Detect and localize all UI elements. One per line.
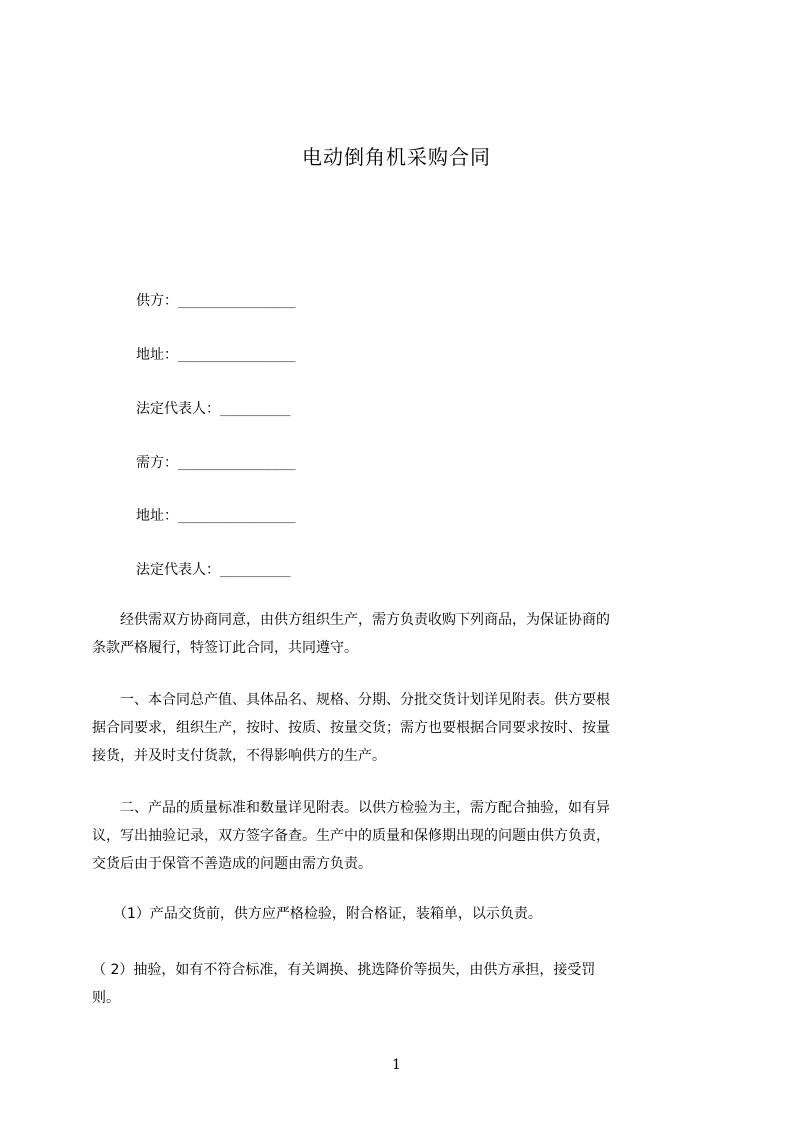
paragraph-line: 交货后由于保管不善造成的问题由需方负责。 bbox=[92, 856, 372, 872]
supplier-address-blank: _______________ bbox=[178, 348, 296, 363]
paragraph-line: 接货，并及时支付货款，不得影响供方的生产。 bbox=[92, 748, 386, 764]
buyer-address-blank: _______________ bbox=[178, 509, 296, 524]
paragraph-line: 据合同要求，组织生产，按时、按质、按量交货；需方也要根据合同要求按时、按量 bbox=[92, 720, 610, 736]
clause-two-paragraph bbox=[92, 794, 712, 878]
buyer-field bbox=[136, 453, 295, 474]
supplier-field bbox=[136, 291, 295, 312]
clause-one-paragraph bbox=[92, 686, 712, 770]
paragraph-line: 则。 bbox=[92, 990, 120, 1006]
agreement-paragraph bbox=[92, 606, 712, 662]
buyer-address-field bbox=[136, 506, 295, 527]
buyer-representative-field bbox=[136, 560, 290, 581]
buyer-representative-blank: _________ bbox=[220, 563, 291, 578]
paragraph-line: （1）产品交货前，供方应严格检验，附合格证，装箱单，以示负责。 bbox=[92, 906, 542, 922]
paragraph-line: 条款严格履行，特签订此合同，共同遵守。 bbox=[92, 640, 358, 656]
clause-two-item-one bbox=[92, 900, 712, 928]
page-number: 1 bbox=[392, 1057, 401, 1073]
buyer-address-label: 地址： bbox=[136, 508, 178, 524]
clause-two-item-two bbox=[92, 956, 712, 1012]
supplier-address-field bbox=[136, 345, 295, 366]
buyer-representative-label: 法定代表人： bbox=[136, 562, 220, 578]
document-title: 电动倒角机采购合同 bbox=[302, 145, 491, 169]
supplier-representative-label: 法定代表人： bbox=[136, 401, 220, 417]
supplier-representative-blank: _________ bbox=[220, 402, 291, 417]
paragraph-line: 议，写出抽验记录，双方签字备查。生产中的质量和保修期出现的问题由供方负责， bbox=[92, 828, 610, 844]
paragraph-line: （ 2）抽验，如有不符合标准，有关调换、挑选降价等损失，由供方承担，接受罚 bbox=[92, 962, 596, 978]
supplier-representative-field bbox=[136, 399, 290, 420]
paragraph-line: 经供需双方协商同意，由供方组织生产，需方负责收购下列商品，为保证协商的 bbox=[92, 612, 610, 628]
supplier-address-label: 地址： bbox=[136, 347, 178, 363]
supplier-label: 供方： bbox=[136, 293, 178, 309]
paragraph-line: 二、产品的质量标准和数量详见附表。以供方检验为主，需方配合抽验，如有异 bbox=[92, 800, 610, 816]
buyer-blank: _______________ bbox=[178, 456, 296, 471]
buyer-label: 需方： bbox=[136, 455, 178, 471]
paragraph-line: 一、本合同总产值、具体品名、规格、分期、分批交货计划详见附表。供方要根 bbox=[92, 692, 610, 708]
supplier-blank: _______________ bbox=[178, 294, 296, 309]
